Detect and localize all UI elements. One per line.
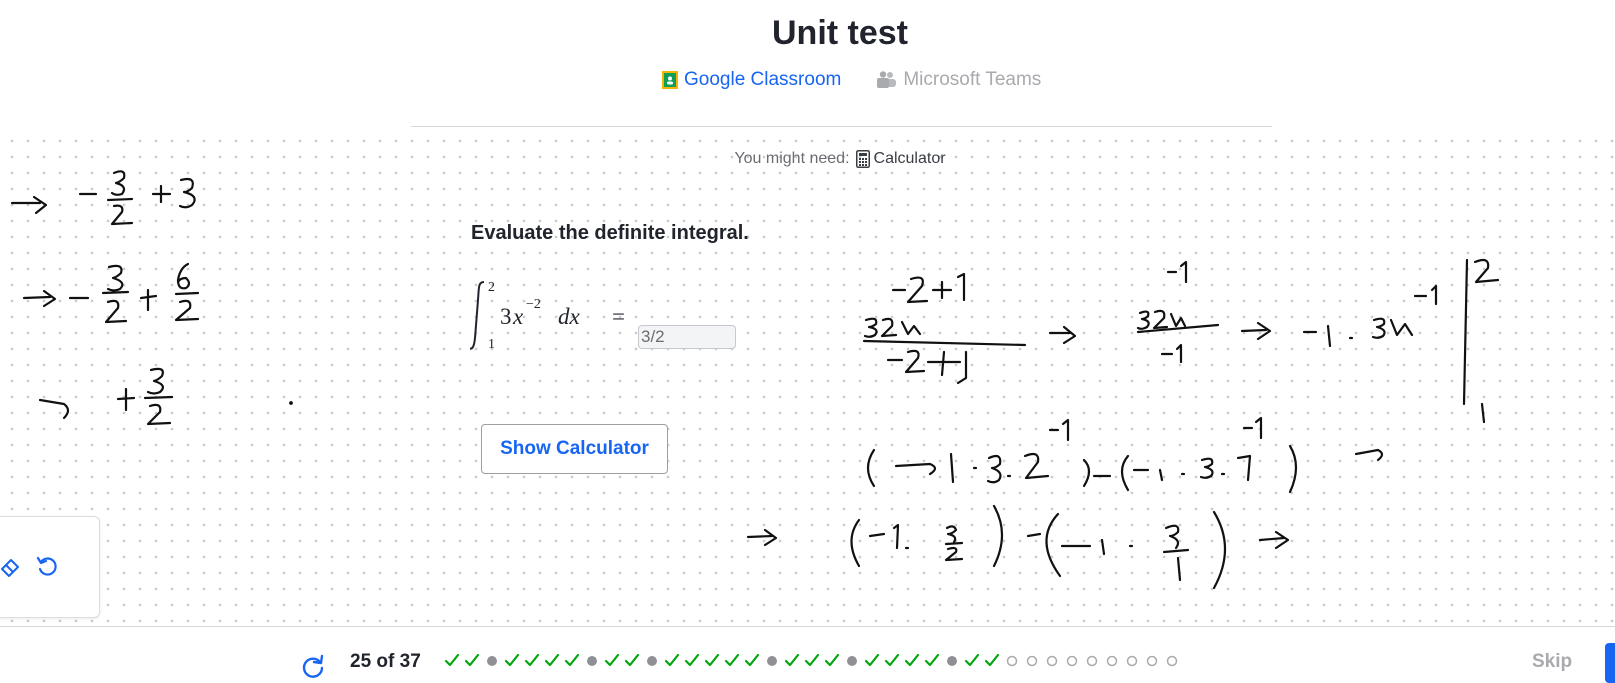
integral-coefficient: 3	[500, 304, 512, 329]
progress-dot-correct	[526, 655, 538, 665]
progress-dot-correct	[506, 655, 518, 665]
you-might-need-label: You might need:	[734, 150, 850, 167]
progress-dot-correct	[906, 655, 918, 665]
calculator-icon	[856, 150, 870, 168]
integral-upper-limit: 2	[488, 280, 495, 295]
calculator-label: Calculator	[873, 150, 946, 167]
progress-dot-correct	[726, 655, 738, 665]
progress-dot-correct	[686, 655, 698, 665]
progress-dot-empty	[1108, 657, 1117, 666]
progress-dot-correct	[866, 655, 878, 665]
microsoft-teams-label: Microsoft Teams	[903, 69, 1042, 90]
progress-dot-empty	[1168, 657, 1177, 666]
progress-dot-incorrect	[947, 656, 957, 666]
integral-sign	[470, 282, 484, 349]
progress-dot-correct	[546, 655, 558, 665]
progress-dot-correct	[626, 655, 638, 665]
calculator-link[interactable]	[856, 150, 946, 168]
progress-dot-empty	[1048, 657, 1057, 666]
eraser-icon[interactable]	[0, 555, 21, 577]
microsoft-teams-icon	[875, 71, 897, 89]
google-classroom-link[interactable]	[662, 69, 841, 91]
google-classroom-label: Google Classroom	[684, 69, 842, 90]
header-divider	[411, 126, 1272, 127]
progress-dot-correct	[706, 655, 718, 665]
progress-dot-incorrect	[587, 656, 597, 666]
page-title: Unit test	[772, 14, 908, 52]
progress-dot-incorrect	[767, 656, 777, 666]
progress-dot-correct	[606, 655, 618, 665]
progress-dot-correct	[826, 655, 838, 665]
progress-dot-empty	[1028, 657, 1037, 666]
integral-differential: dx	[558, 304, 580, 329]
progress-dot-incorrect	[847, 656, 857, 666]
footer-bar	[0, 626, 1615, 683]
integral-lower-limit: 1	[488, 337, 495, 352]
progress-dot-correct	[966, 655, 978, 665]
progress-dot-empty	[1088, 657, 1097, 666]
progress-dot-empty	[1068, 657, 1077, 666]
page-header	[0, 0, 1615, 125]
undo-icon[interactable]	[35, 554, 59, 578]
integral-equals: =	[612, 304, 625, 329]
show-calculator-button[interactable]: Show Calculator	[481, 424, 668, 474]
progress-dot-correct	[666, 655, 678, 665]
progress-dot-correct	[786, 655, 798, 665]
progress-dot-correct	[886, 655, 898, 665]
progress-dot-correct	[746, 655, 758, 665]
answer-input[interactable]	[638, 325, 736, 349]
skip-button[interactable]: Skip	[1532, 651, 1573, 672]
progress-dot-empty	[1008, 657, 1017, 666]
progress-dot-correct	[806, 655, 818, 665]
check-button-edge[interactable]	[1605, 643, 1615, 683]
microsoft-teams-link[interactable]	[875, 69, 1041, 91]
progress-dot-correct	[986, 655, 998, 665]
share-links	[662, 66, 1041, 94]
progress-dot-incorrect	[487, 656, 497, 666]
progress-dot-incorrect	[647, 656, 657, 666]
integral-variable: x	[513, 304, 524, 329]
question-prompt: Evaluate the definite integral.	[471, 222, 749, 244]
progress-dots	[442, 649, 1182, 673]
scratchpad-canvas[interactable]	[0, 127, 1615, 626]
integral-exponent: −2	[526, 297, 541, 312]
progress-dot-correct	[466, 655, 478, 665]
start-over-icon[interactable]	[300, 653, 326, 679]
integral-expression	[470, 278, 640, 358]
you-might-need	[0, 150, 1615, 168]
google-classroom-icon	[662, 71, 678, 89]
progress-dot-correct	[926, 655, 938, 665]
question-progress-count: 25 of 37	[350, 651, 421, 672]
progress-dot-empty	[1128, 657, 1137, 666]
progress-dot-empty	[1148, 657, 1157, 666]
scratchpad-toolbox	[0, 516, 100, 618]
progress-dot-correct	[446, 655, 458, 665]
progress-dot-correct	[566, 655, 578, 665]
